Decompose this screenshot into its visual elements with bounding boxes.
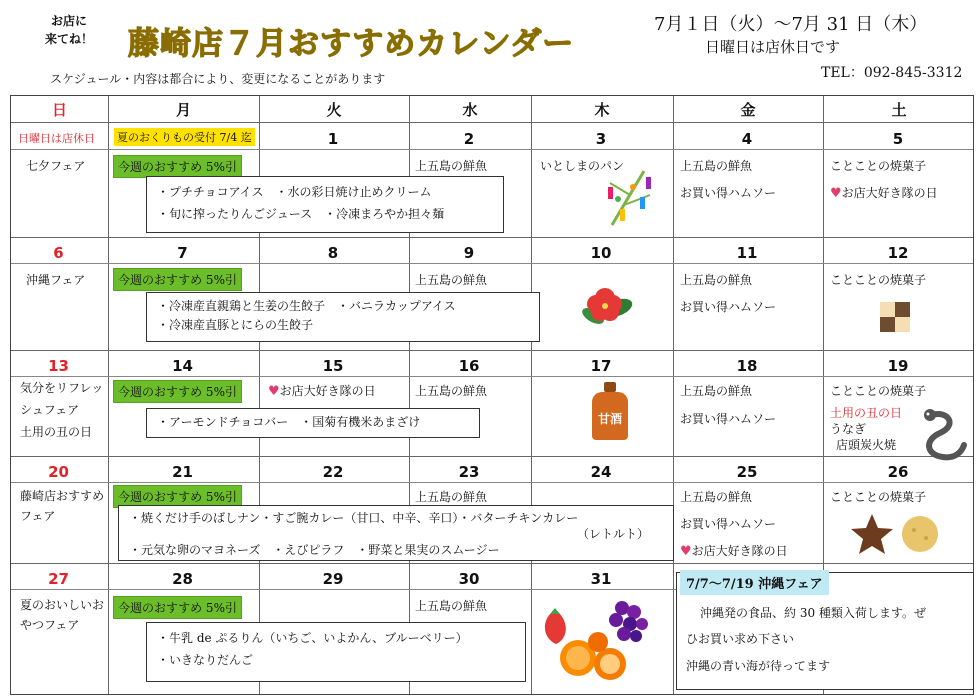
weekday-sat: 土 xyxy=(891,100,907,119)
date-number: 14 xyxy=(172,357,193,375)
fair-week4-line2: フェア xyxy=(20,509,56,523)
tag-line xyxy=(34,12,104,48)
weekday-thu: 木 xyxy=(594,100,610,119)
fri-item1-week3: 上五島の鮮魚 xyxy=(680,384,753,398)
date-number: 4 xyxy=(741,130,753,148)
fair-week3-line1: 気分をリフレッ xyxy=(20,381,104,395)
recommend-line: ・冷凍産直親鶏と生姜の生餃子 ・バニラカップアイス xyxy=(157,299,456,313)
telephone: TEL：092-845-3312 xyxy=(821,65,963,81)
fair-week5-line1: 夏のおいしいお xyxy=(20,598,105,612)
date-number: 23 xyxy=(458,463,480,481)
thu-item-week1: いとしまのパン xyxy=(540,159,625,173)
recommend-box-week1 xyxy=(146,176,504,233)
cookies-icon xyxy=(848,512,948,556)
sat-item2-week1: ♥お店大好き隊の日 xyxy=(830,186,938,201)
okinawa-line-3: 沖縄の青い海が待ってます xyxy=(686,659,831,673)
fri-item2-week4: お買い得ハムソー xyxy=(680,517,777,531)
sat-item1-week4: ことことの焼菓子 xyxy=(830,490,927,504)
heart-icon: ♥ xyxy=(830,186,842,201)
recommend-line: ・冷凍産直豚とにらの生餃子 xyxy=(157,318,314,332)
weekday-fri: 金 xyxy=(740,100,756,119)
tue-item-week3: ♥お店大好き隊の日 xyxy=(268,384,376,399)
date-number: 12 xyxy=(887,244,909,262)
recommend-line: ・プチチョコアイス ・水の彩日焼け止めクリーム xyxy=(157,185,432,199)
recommend-line: ・牛乳 de ぷるりん（いちご、いよかん、ブルーベリー） xyxy=(157,631,468,645)
date-number: 21 xyxy=(172,463,193,481)
date-number: 2 xyxy=(463,130,475,148)
sat-item2-week3: 土用の丑の日 xyxy=(830,406,903,420)
weekday-tue: 火 xyxy=(326,100,342,119)
recommend-line: ・元気な卵のマヨネーズ ・えびピラフ ・野菜と果実のスムージー xyxy=(129,543,500,557)
recommend-box-week5 xyxy=(146,622,526,682)
fruits-icon xyxy=(538,596,654,686)
hibiscus-icon xyxy=(575,280,635,330)
weekly-badge-week5: 今週のおすすめ 5%引 xyxy=(113,596,242,619)
wed-item-week1: 上五島の鮮魚 xyxy=(415,159,488,173)
okinawa-line-1: 沖縄発の食品、約 30 種類入荷します。ぜ xyxy=(700,606,926,620)
date-number: 27 xyxy=(48,570,69,588)
date-number: 31 xyxy=(590,570,612,588)
fair-week5-line2: やつフェア xyxy=(20,618,80,632)
date-number: 6 xyxy=(53,244,64,262)
date-number: 26 xyxy=(887,463,909,481)
page-title: 藤崎店７月おすすめカレンダー xyxy=(128,26,575,62)
sat-item3-week3: うなぎ xyxy=(830,422,867,436)
sat-item1-week3: ことことの焼菓子 xyxy=(830,384,927,398)
weekly-badge-week1: 今週のおすすめ 5%引 xyxy=(113,155,242,178)
fri-item1-week1: 上五島の鮮魚 xyxy=(680,159,753,173)
weekday-sun: 日 xyxy=(51,100,67,119)
date-number: 3 xyxy=(595,130,607,148)
wed-item-week2: 上五島の鮮魚 xyxy=(415,273,488,287)
date-number: 11 xyxy=(736,244,758,262)
date-number: 30 xyxy=(458,570,480,588)
recommend-box-week3 xyxy=(146,408,480,438)
fair-week2: 沖縄フェア xyxy=(26,273,86,287)
date-number: 16 xyxy=(458,357,480,375)
heart-icon: ♥ xyxy=(268,384,280,399)
fair-week1: 七夕フェア xyxy=(26,159,86,173)
fri-item2-week1: お買い得ハムソー xyxy=(680,186,777,200)
visit-us-tag xyxy=(34,12,104,48)
weekday-mon: 月 xyxy=(175,100,191,119)
recommend-line: ・旬に搾ったりんごジュース ・冷凍まろやか担々麺 xyxy=(157,207,445,221)
tag-line: お店に xyxy=(50,14,87,28)
recommend-box-week2 xyxy=(146,292,540,342)
fair-week4-line1: 藤崎店おすすめ xyxy=(20,489,105,503)
weekly-badge-week2: 今週のおすすめ 5%引 xyxy=(113,268,242,291)
heart-icon: ♥ xyxy=(680,544,692,559)
date-number: 22 xyxy=(322,463,344,481)
closed-note: 日曜日は店休日です xyxy=(705,38,841,56)
fair-week3-line3: 土用の丑の日 xyxy=(20,425,93,439)
sunday-closed-label: 日曜日は店休日 xyxy=(18,132,95,145)
tanabata-bamboo-icon xyxy=(600,165,662,227)
okinawa-fair-title: 7/7〜7/19 沖縄フェア xyxy=(680,570,829,595)
gift-order-badge: 夏のおくりもの受付 7/4 迄 xyxy=(114,128,255,146)
recommend-line: ・いきなりだんご xyxy=(157,653,254,667)
date-number: 1 xyxy=(327,130,339,148)
weekly-badge-week4: 今週のおすすめ 5%引 xyxy=(113,485,242,508)
date-number: 13 xyxy=(48,357,69,375)
date-number: 19 xyxy=(887,357,909,375)
date-number: 20 xyxy=(48,463,69,481)
date-number: 24 xyxy=(590,463,612,481)
recommend-line: （レトルト） xyxy=(576,527,649,541)
checker-cookie-icon xyxy=(880,302,910,332)
date-number: 15 xyxy=(322,357,344,375)
date-number: 17 xyxy=(590,357,612,375)
fri-item2-week3: お買い得ハムソー xyxy=(680,412,777,426)
sat-item4-week3: 店頭炭火焼 xyxy=(836,438,897,452)
fri-item3-week4: ♥お店大好き隊の日 xyxy=(680,544,788,559)
date-number: 25 xyxy=(736,463,758,481)
date-number: 8 xyxy=(327,244,339,262)
date-range: 7月１日（火）〜7月 31 日（木） xyxy=(654,14,928,35)
recommend-line: ・焼くだけ手のばしナン・すご腕カレー（甘口、中辛、辛口）・バターチキンカレー xyxy=(129,511,579,525)
recommend-line: ・アーモンドチョコバー ・国菊有機米あまざけ xyxy=(157,415,421,429)
weekday-wed: 水 xyxy=(462,100,478,119)
date-number: 9 xyxy=(463,244,475,262)
date-number: 10 xyxy=(590,244,612,262)
fair-week3-line2: シュフェア xyxy=(20,403,80,417)
sat-item1-week2: ことことの焼菓子 xyxy=(830,273,927,287)
weekly-badge-week3: 今週のおすすめ 5%引 xyxy=(113,380,242,403)
fri-item1-week4: 上五島の鮮魚 xyxy=(680,490,753,504)
wed-item-week4: 上五島の鮮魚 xyxy=(415,490,488,504)
schedule-notice: スケジュール・内容は都合により、変更になることがあります xyxy=(50,72,386,86)
date-number: 29 xyxy=(322,570,344,588)
date-number: 28 xyxy=(172,570,193,588)
recommend-box-week4 xyxy=(118,505,674,561)
date-number: 5 xyxy=(892,130,904,148)
fri-item2-week2: お買い得ハムソー xyxy=(680,300,777,314)
okinawa-line-2: ひお買い求め下さい xyxy=(686,632,795,646)
sat-item1-week1: ことことの焼菓子 xyxy=(830,159,927,173)
date-number: 7 xyxy=(177,244,188,262)
date-number: 18 xyxy=(736,357,758,375)
tag-line: 来てね！ xyxy=(44,32,93,46)
amazake-bottle-icon: 甘酒 xyxy=(590,382,630,442)
eel-icon xyxy=(918,405,968,465)
wed-item-week3: 上五島の鮮魚 xyxy=(415,384,488,398)
fri-item1-week2: 上五島の鮮魚 xyxy=(680,273,753,287)
wed-item-week5: 上五島の鮮魚 xyxy=(415,599,488,613)
